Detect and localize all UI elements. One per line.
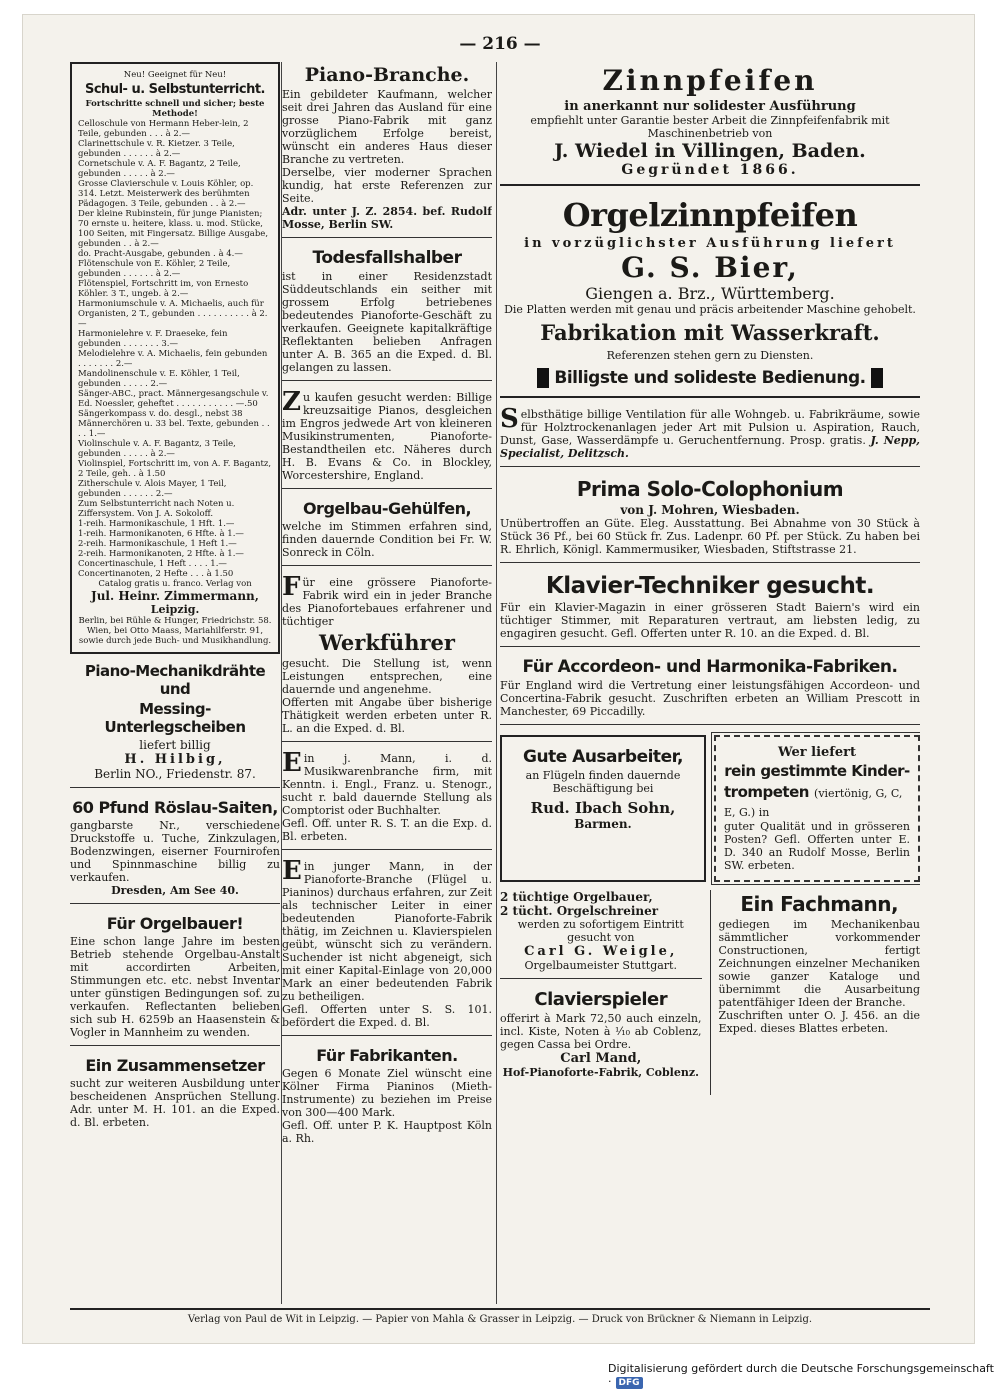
ad-founded: Gegründet 1866.: [621, 162, 799, 178]
ad-title: Für Fabrikanten.: [316, 1046, 458, 1065]
ad-line: 2 tücht. Orgelschreiner: [500, 904, 659, 918]
list-item: Zitherschule v. Alois Mayer, 1 Teil, gebunden . . . . . . 2.—: [78, 479, 227, 499]
dropcap: E: [282, 748, 302, 778]
dfg-credit-text: Digitalisierung gefördert durch die Deutsche Forschungsgemeinschaft ·: [608, 1362, 994, 1388]
ad-body: Gefl. Offerten unter S. S. 101. befördert die Exped. d. Bl.: [282, 1003, 492, 1029]
ad-line: liefert billig: [139, 738, 211, 752]
list-item: Celloschule von Hermann Heber-lein, 2 Teile, gebunden . . . à 2.—: [78, 119, 249, 139]
ad-roeslau-saiten: [70, 798, 280, 904]
ad-body: in j. Mann, i. d. Musikwarenbranche firm, mit Kenntn. i. Engl., Franz. u. Stenogr., sucht r. bald dauernde Stellung als Comptorist oder Buchhalter.: [282, 752, 492, 817]
ad-musikwarenbranche: [282, 748, 492, 850]
ad-city: Barmen.: [574, 817, 632, 831]
ad-body: gediegen im Mechanikenbau sämmtlicher vorkommender Constructionen, fertigt Zeichnungen einzelner Mechaniken sowie ganzer Kataloge und übernimmt die Ausarbeitung patentfähiger Ideen der Branche.: [718, 918, 920, 1009]
ad-body: Derselbe, vier moderner Sprachen kundig, hat erste Referenzen zur Seite.: [282, 166, 492, 205]
ad-body: welche im Stimmen erfahren sind, finden dauernde Condition bei Fr. W. Sonreck in Cöln.: [282, 520, 492, 559]
ad-title: Prima Solo-Colophonium: [576, 477, 844, 501]
list-item: Concertinaschule, 1 Heft . . . . 1.—: [78, 559, 227, 569]
dfg-credit: [608, 1362, 1000, 1389]
ad-body: werden zu sofortigem Eintritt gesucht von: [517, 918, 684, 944]
list-item: Concertinanoten, 2 Hefte . . . à 1.50: [78, 569, 234, 579]
column-1: [70, 62, 280, 1145]
ad-schul-selbstunterricht: [70, 62, 280, 654]
ad-fachmann: [710, 890, 921, 1095]
ad-place: Giengen a. Brz., Württemberg.: [585, 284, 835, 303]
ad-body: ist in einer Residenzstadt Süddeutschlands ein seither mit grossem Erfolg betriebenes bedeutendes Pianoforte-Geschäft zu verkaufen. Geeignete kapitalkräftige Reflektanten belieben Anfragen unter A. B. 365 an die Exped. d. Bl. gelangen zu lassen.: [282, 270, 492, 374]
ad-refs: Referenzen stehen gern zu Diensten.: [606, 349, 814, 362]
ad-paren: (viertönig, G, C, E, G.) in: [724, 787, 903, 819]
list-item: Harmoniumschule v. A. Michaelis, auch für Organisten, 2 T., gebunden . . . . . . . . . . à 2.—: [78, 299, 268, 329]
decorative-bar: [537, 368, 549, 388]
ad-name: H. Hilbig,: [124, 752, 226, 767]
page-number: — 216 —: [459, 34, 541, 54]
ad-todesfallshalber: [282, 248, 492, 381]
ad-banner: Billigste und solideste Bedienung.: [554, 368, 866, 388]
ad-place: Orgelbaumeister Stuttgart.: [524, 959, 677, 972]
ad-sign: Dresden, Am See 40.: [111, 884, 239, 897]
list-item: 2-reih. Harmonikanoten, 2 Hfte. à 1.—: [78, 549, 244, 559]
ad-branches: Berlin, bei Rühle & Hunger, Friedrichstr. 58. Wien, bei Otto Maass, Mariahilferstr. 91, sowie durch jede Buch- und Musikhandlung.: [78, 616, 272, 646]
list-item: Der kleine Rubinstein, für junge Pianisten; 70 ernste u. heitere, klass. u. mod. Stücke, 100 Seiten, mit Fingersatz. Billige Ausgabe, gebunden . . à 2.—: [78, 209, 269, 249]
ad-subtitle: Fortschritte schnell und sicher; beste Methode!: [85, 99, 265, 119]
ad-pair: [500, 735, 920, 882]
list-item: 1-reih. Harmonikaschule, 1 Hft. 1.—: [78, 519, 235, 529]
ad-ibach: [500, 735, 706, 882]
ad-body: Gefl. Off. unter P. K. Hauptpost Köln a. Rh.: [282, 1119, 492, 1145]
ad-kindertrompeten: [714, 735, 920, 882]
ad-publisher: Jul. Heinr. Zimmermann,: [91, 589, 259, 603]
list-item: Clarinettschule v. R. Kietzer. 3 Teile, gebunden . . . . . . à 2.—: [78, 139, 235, 159]
dropcap: F: [282, 572, 301, 602]
ad-piano-branche: [282, 64, 492, 238]
ad-weigle: [500, 890, 702, 979]
list-item: Violinschule v. A. F. Bagantz, 3 Teile, gebunden . . . . . à 2.—: [78, 439, 236, 459]
list-item: do. Pracht-Ausgabe, gebunden . à 4.—: [78, 249, 243, 259]
ad-zusammensetzer: [70, 1056, 280, 1135]
column-rule: [496, 62, 497, 1304]
ad-name: Carl G. Weigle,: [524, 944, 678, 959]
list-item: Flötenschule von E. Köhler, 2 Teile, gebunden . . . . . . à 2.—: [78, 259, 231, 279]
ad-body: Die Platten werden mit genau und präcis arbeitender Maschine gehobelt.: [504, 303, 916, 316]
ad-line: in vorzüglichster Ausführung liefert: [524, 236, 896, 251]
ad-body: Zuschriften unter O. J. 456. an die Exped. dieses Blattes erbeten.: [718, 1009, 920, 1035]
ad-name: Rud. Ibach Sohn,: [530, 799, 676, 817]
ad-zu-kaufen: [282, 387, 492, 489]
ad-body: elbsthätige billige Ventilation für alle Wohngeb. u. Fabrikräume, sowie für Holztrockenanlagen jeder Art mit Pulsion u. Aspiration, Rauch, Dunst, Gase, Wasserdämpfe u. Geruchentfernung. Prosp. gratis.: [500, 408, 920, 447]
ad-title: Für Orgelbauer!: [106, 914, 244, 933]
list-item: Violinspiel, Fortschritt im, von A. F. Bagantz, 2 Teile, geh. . à 1.50: [78, 459, 272, 479]
ad-address: Adr. unter J. Z. 2854. bef. Rudolf Mosse, Berlin SW.: [282, 205, 492, 231]
ad-title: Clavierspieler: [534, 989, 668, 1010]
ad-title: rein gestimmte Kinder-: [724, 762, 910, 780]
ad-line: in anerkannt nur solidester Ausführung: [564, 99, 856, 114]
ad-title: Orgelbau-Gehülfen,: [302, 499, 472, 518]
ad-body: sucht zur weiteren Ausbildung unter bescheidenen Ansprüchen Stellung. Adr. unter M. H. 101. an die Exped. d. Bl. erbeten.: [70, 1077, 280, 1129]
item-list: [78, 119, 272, 579]
list-item: Harmonielehre v. F. Draeseke, fein gebunden . . . . . . . 3.—: [78, 329, 228, 349]
imprint-footer: Verlag von Paul de Wit in Leipzig. — Papier von Mahla & Grasser in Leipzig. — Druck von Brückner & Niemann in Leipzig.: [70, 1308, 930, 1325]
ad-ventilation: [500, 404, 920, 467]
ad-body: gangbarste Nr., verschiedene Druckstoffe u. Tuche, Zinkzulagen, Bodenzwingen, eiserner Fournirofen und Spinnmaschine billig zu verkaufen.: [70, 819, 280, 884]
ad-title: Klavier-Techniker gesucht.: [545, 573, 875, 599]
ad-body: Für England wird die Vertretung einer leistungsfähigen Accordeon- und Concertina-Fabrik gesucht. Zuschriften erbeten an William Prescott in Manchester, 69 Piccadilly.: [500, 679, 920, 718]
ad-body: u kaufen gesucht werden: Billige kreuzsaitige Pianos, desgleichen im Engros jedwede Art von kleineren Musikinstrumenten, Pianoforte-Bestandtheilen etc. Näheres durch H. B. Evans & Co. in Blockley, Worcestershire, England.: [282, 391, 492, 482]
ad-column-left: [500, 890, 702, 1095]
ad-body: Für ein Klavier-Magazin in einer grösseren Stadt Baiern's wird ein tüchtiger Stimmer, mit Reparaturen vertraut, am liebsten ledig, zu engagiren gesucht. Gefl. Offerten unter R. 10. an die Exped. d. Bl.: [500, 601, 920, 640]
ad-fuer-orgelbauer: [70, 914, 280, 1046]
list-item: Cornetschule v. A. F. Bagantz, 2 Teile, gebunden . . . . . à 2.—: [78, 159, 241, 179]
ad-klavier-techniker: [500, 573, 920, 647]
ad-title: Werkführer: [319, 630, 455, 655]
ad-body: guter Qualität und in grösseren Posten? Gefl. Offerten unter E. D. 340 an Rudolf Mosse, Berlin SW. erbeten.: [724, 820, 910, 872]
ad-orgelbau-gehuelfen: [282, 499, 492, 566]
list-item: 2-reih. Harmonikaschule, 1 Heft 1.—: [78, 539, 237, 549]
ad-title: Schul- u. Selbstunterricht.: [84, 82, 265, 97]
ad-clavierspieler: [500, 989, 702, 1085]
ad-hilbig: [70, 662, 280, 788]
ad-body: gesucht. Die Stellung ist, wenn Leistungen entsprechen, eine dauernde und angenehme.: [282, 657, 492, 696]
ad-body: Offerten mit Angabe über bisherige Thätigkeit werden erbeten unter R. L. an die Exped. d. Bl.: [282, 696, 492, 735]
ad-zinnpfeifen: [500, 64, 920, 186]
ad-orgelzinnpfeifen: [500, 196, 920, 398]
ad-line: empfiehlt unter Garantie bester Arbeit die Zinnpfeifenfabrik mit Maschinenbetrieb von: [530, 114, 890, 140]
ad-title: Messing-Unterlegscheiben: [104, 700, 246, 736]
decorative-bar: [871, 368, 883, 388]
ad-title: Zinnpfeifen: [602, 64, 818, 97]
column-2: [282, 62, 492, 1161]
ad-name: Carl Mand,: [560, 1051, 642, 1066]
dropcap: E: [282, 856, 302, 886]
ad-body: Gegen 6 Monate Ziel wünscht eine Kölner Firma Pianinos (Mieth-Instrumente) zu beziehen im Preise von 300—400 Mark.: [282, 1067, 492, 1119]
ad-city: Leipzig.: [150, 603, 200, 616]
ad-place: Hof-Pianoforte-Fabrik, Coblenz.: [502, 1066, 699, 1079]
ad-title: Orgelzinnpfeifen: [562, 196, 858, 234]
ad-line: 2 tüchtige Orgelbauer,: [500, 890, 653, 904]
ad-body: offerirt à Mark 72,50 auch einzeln, incl. Kiste, Noten à ¹⁄₁₀ ab Coblenz, gegen Cassa bei Ordre.: [500, 1012, 702, 1051]
ad-intro: ür eine grössere Pianoforte-Fabrik wird ein in jeder Branche des Pianofortebaues erfahrener und tüchtiger: [282, 576, 492, 628]
ad-pair: [500, 890, 920, 1095]
ad-title: Gute Ausarbeiter,: [523, 747, 683, 767]
ad-body: Gefl. Off. unter R. S. T. an die Exp. d. Bl. erbeten.: [282, 817, 492, 843]
ad-title: trompeten: [724, 783, 809, 801]
ad-body: an Flügeln finden dauernde Beschäftigung bei: [525, 769, 681, 795]
ad-accordeon: [500, 657, 920, 725]
dfg-logo-icon: DFG: [616, 1377, 643, 1389]
ad-head: Wer liefert: [777, 745, 857, 760]
ad-title: Piano-Branche.: [304, 64, 470, 86]
ad-name: J. Wiedel in Villingen, Baden.: [554, 140, 866, 162]
list-item: Melodielehre v. A. Michaelis, fein gebunden . . . . . . . 2.—: [78, 349, 268, 369]
ad-werkfuehrer: [282, 572, 492, 742]
dropcap: S: [500, 404, 519, 434]
ad-sign: J. Nepp, Specialist, Delitzsch.: [500, 434, 920, 460]
ad-body: in junger Mann, in der Pianoforte-Branche (Flügel u. Pianinos) durchaus erfahren, zur Zeit als technischer Leiter in einer bedeutenden Pianoforte-Fabrik thätig, im Zeichnen u. Klavierspielen geübt, wünscht sich zu verändern. Suchender ist nicht abgeneigt, sich mit einer Kapital-Einlage von 20,000 Mark an einer bedeutenden Fabrik zu betheiligen.: [282, 860, 492, 1003]
ad-kicker: Neu! Geeignet für Neu!: [123, 70, 227, 80]
ad-title: Ein Zusammensetzer: [85, 1056, 265, 1075]
list-item: Zum Selbstunterricht nach Noten u. Ziffersystem. Von J. A. Sokoloff.: [78, 499, 235, 519]
ad-junger-mann: [282, 856, 492, 1036]
ad-title: Piano-Mechanikdrähte und: [84, 662, 266, 698]
ad-fuer-fabrikanten: [282, 1046, 492, 1151]
ad-slogan: Fabrikation mit Wasserkraft.: [540, 320, 880, 345]
ad-title: Für Accordeon- und Harmonika-Fabriken.: [522, 657, 898, 677]
ad-address: Berlin NO., Friedenstr. 87.: [94, 767, 256, 781]
column-3: [500, 62, 920, 1103]
list-item: Mandolinenschule v. E. Köhler, 1 Teil, gebunden . . . . . 2.—: [78, 369, 240, 389]
ad-name: G. S. Bier,: [621, 251, 799, 284]
ad-body: Eine schon lange Jahre im besten Betrieb stehende Orgelbau-Anstalt mit accordirten Arbeiten, Stimmungen etc. etc. nebst Inventar unter günstigen Bedingungen sof. zu verkaufen. Reflectanten belieben sich sub H. 6259b an Haasenstein & Vogler in Mannheim zu wenden.: [70, 935, 280, 1039]
list-item: Grosse Clavierschule v. Louis Köhler, op. 314. Letzt. Meisterwerk des berühmten Pädagogen. 3 Teile, gebunden . . à 2.—: [78, 179, 254, 209]
ad-title: 60 Pfund Röslau-Saiten,: [72, 798, 278, 817]
list-item: Sänger-ABC., pract. Männergesangschule v. Ed. Noessler, geheftet . . . . . . . . . . . —.50: [78, 389, 269, 409]
ad-colophonium: [500, 477, 920, 563]
ad-body: Ein gebildeter Kaufmann, welcher seit drei Jahren das Ausland für eine grosse Piano-Fabrik mit ganz vorzüglichem Erfolge bereist, wünscht ein anderes Haus dieser Branche zu vertreten.: [282, 88, 492, 166]
ad-from: von J. Mohren, Wiesbaden.: [620, 503, 800, 517]
ad-body: Unübertroffen an Güte. Eleg. Ausstattung. Bei Abnahme von 30 Stück à Stück 36 Pf., bei 60 Stück fr. Zus. Ladenpr. 60 Pf. per Stück. Zu haben bei R. Ehrlich, Königl. Kammermusiker, Wiesbaden, Stiftstrasse 21.: [500, 517, 920, 556]
list-item: Sängerkompass v. do. desgl., nebst 38 Männerchören u. 33 bel. Texte, gebunden . . . . 1.—: [78, 409, 270, 439]
list-item: Flötenspiel, Fortschritt im, von Ernesto Köhler. 3 T., ungeb. à 2.—: [78, 279, 249, 299]
dropcap: Z: [282, 387, 301, 417]
ad-catalog: Catalog gratis u. franco. Verlag von: [98, 579, 252, 589]
list-item: 1-reih. Harmonikanoten, 6 Hfte. à 1.—: [78, 529, 244, 539]
ad-title: Todesfallshalber: [312, 248, 462, 268]
ad-title: Ein Fachmann,: [740, 892, 899, 916]
